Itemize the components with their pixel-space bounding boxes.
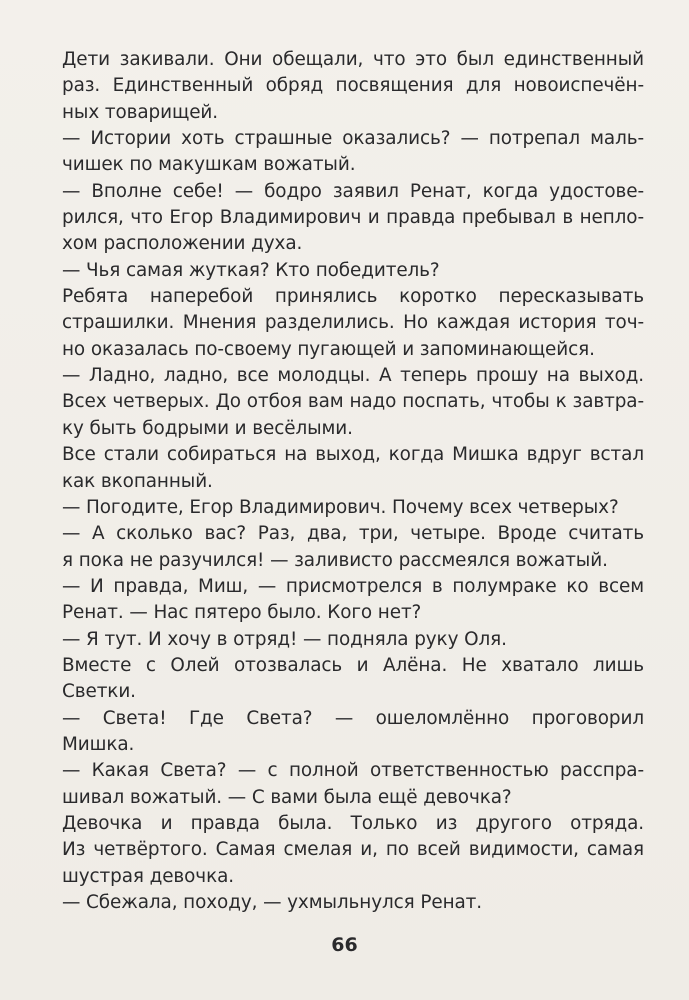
text-line: Девочка и правда была. Только из другого отряда. bbox=[62, 812, 644, 834]
paragraph bbox=[62, 126, 644, 179]
text-line: Ребята наперебой принялись коротко пересказывать bbox=[62, 286, 644, 308]
paragraph bbox=[62, 890, 644, 916]
text-line: — А сколько вас? Раз, два, три, четыре. Вроде считать bbox=[62, 523, 644, 545]
paragraph bbox=[62, 521, 644, 574]
paragraph bbox=[62, 363, 644, 442]
text-line: ных товарищей. bbox=[62, 101, 219, 123]
paragraph bbox=[62, 495, 644, 521]
text-line: — Я тут. И хочу в отряд! — подняла руку Оля. bbox=[62, 628, 507, 650]
paragraph bbox=[62, 574, 644, 627]
text-line: Из четвёртого. Самая смелая и, по всей видимости, самая bbox=[62, 839, 644, 861]
paragraph bbox=[62, 47, 644, 126]
text-line: раз. Единственный обряд посвящения для новоиспечён- bbox=[62, 75, 644, 97]
paragraph bbox=[62, 442, 644, 495]
text-line: но оказалась по-своему пугающей и запоминающейся. bbox=[62, 338, 595, 360]
text-line: хом расположении духа. bbox=[62, 233, 303, 255]
paragraph bbox=[62, 758, 644, 811]
text-line: рился, что Егор Владимирович и правда пребывал в непло- bbox=[62, 207, 644, 229]
text-line: — Погодите, Егор Владимирович. Почему всех четверых? bbox=[62, 496, 619, 518]
text-line: — И правда, Миш, — присмотрелся в полумраке ко всем bbox=[62, 575, 644, 597]
text-line: — Света! Где Света? — ошеломлённо проговорил bbox=[62, 707, 644, 729]
paragraph bbox=[62, 811, 644, 890]
text-line: — Сбежала, походу, — ухмыльнулся Ренат. bbox=[62, 892, 483, 913]
text-line: шустрая девочка. bbox=[62, 865, 234, 887]
text-line: — Какая Света? — с полной ответственностью расспра- bbox=[62, 760, 644, 782]
text-line: — Чья самая жуткая? Кто победитель? bbox=[62, 259, 440, 281]
text-line: Светки. bbox=[62, 681, 136, 703]
text-line: шивал вожатый. — С вами была ещё девочка? bbox=[62, 786, 512, 808]
text-line: Мишка. bbox=[62, 733, 135, 755]
page-number: 66 bbox=[331, 934, 358, 956]
text-line: — Вполне себе! — бодро заявил Ренат, когда удостове- bbox=[62, 180, 644, 202]
paragraph bbox=[62, 258, 644, 284]
text-line: Ренат. — Нас пятеро было. Кого нет? bbox=[62, 602, 422, 624]
text-line: — Ладно, ладно, все молодцы. А теперь прошу на выход. bbox=[62, 365, 644, 387]
paragraph bbox=[62, 284, 644, 363]
text-line: как вкопанный. bbox=[62, 470, 213, 492]
text-line: Всех четверых. До отбоя вам надо поспать, чтобы к завтра- bbox=[62, 391, 644, 413]
text-line: я пока не разучился! — заливисто рассмеялся вожатый. bbox=[62, 549, 608, 571]
text-line: Все стали собираться на выход, когда Мишка вдруг встал bbox=[62, 444, 644, 466]
paragraph bbox=[62, 706, 644, 759]
text-line: Вместе с Олей отозвалась и Алёна. Не хватало лишь bbox=[62, 654, 644, 676]
text-line: — Истории хоть страшные оказались? — потрепал маль- bbox=[62, 128, 644, 150]
text-line: чишек по макушкам вожатый. bbox=[62, 154, 356, 176]
body-text bbox=[62, 47, 644, 916]
text-line: ку быть бодрыми и весёлыми. bbox=[62, 417, 353, 439]
paragraph bbox=[62, 179, 644, 258]
text-line: страшилки. Мнения разделились. Но каждая история точ- bbox=[62, 312, 644, 334]
text-line: Дети закивали. Они обещали, что это был единственный bbox=[62, 49, 644, 70]
paragraph bbox=[62, 627, 644, 653]
paragraph bbox=[62, 653, 644, 706]
